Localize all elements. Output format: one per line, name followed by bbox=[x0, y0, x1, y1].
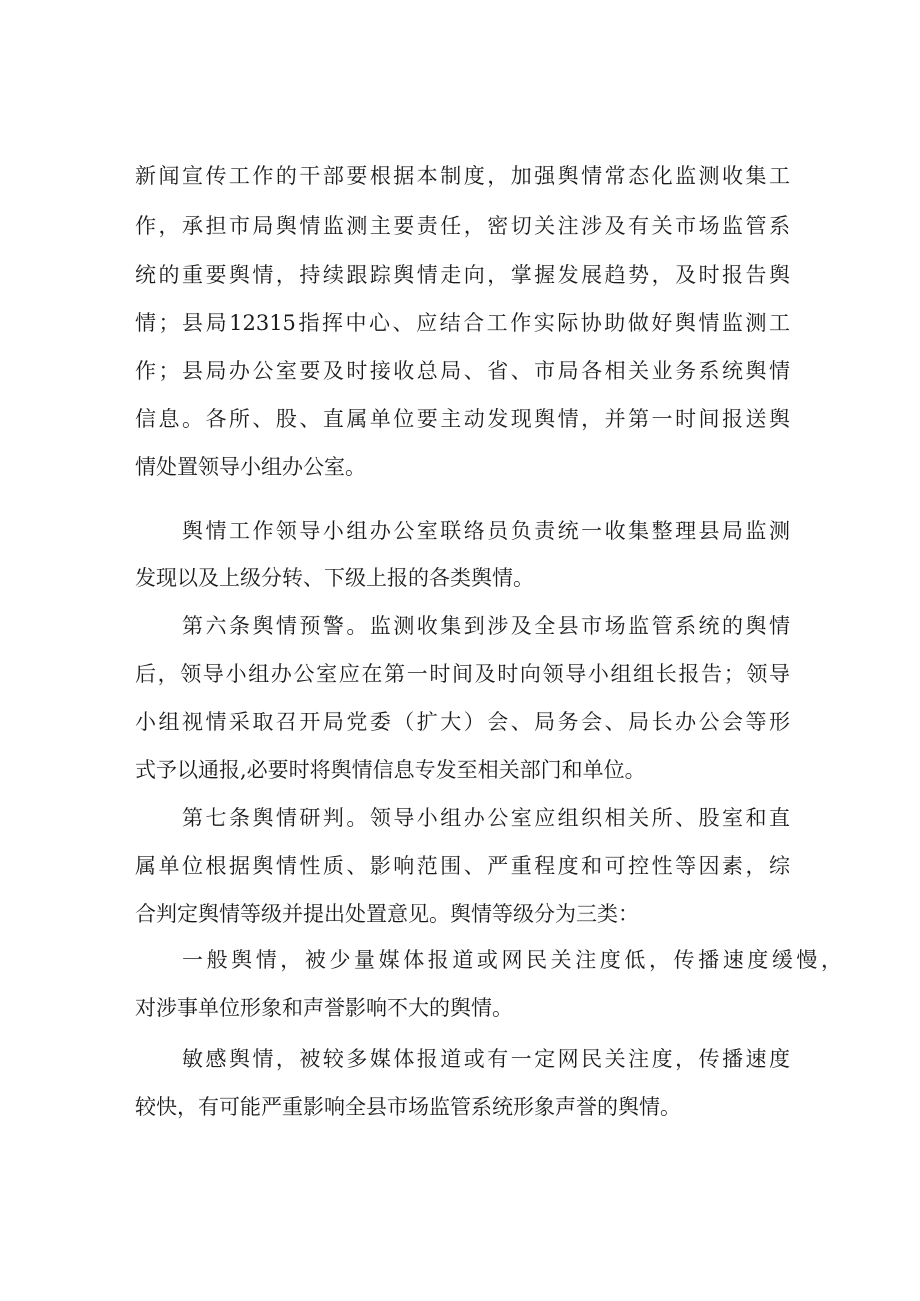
paragraph-4-line-2: 属单位根据舆情性质、影响范围、严重程度和可控性等因素，综 bbox=[135, 854, 790, 878]
paragraph-2-line-2: 发现以及上级分转、下级上报的各类舆情。 bbox=[135, 566, 534, 590]
paragraph-5-line-1: 一般舆情，被少量媒体报道或网民关注度低，传播速度缓慢， bbox=[182, 948, 842, 972]
paragraph-1-line-1: 新闻宣传工作的干部要根据本制度，加强舆情常态化监测收集工 bbox=[135, 164, 790, 188]
paragraph-1-line-4: 情；县局12315指挥中心、应结合工作实际协助做好舆情监测工 bbox=[135, 311, 790, 335]
paragraph-3-line-3: 小组视情采取召开局党委（扩大）会、局务会、局长办公会等形 bbox=[135, 710, 790, 734]
paragraph-1-line-5: 作；县局办公室要及时接收总局、省、市局各相关业务系统舆情 bbox=[135, 359, 790, 383]
paragraph-3-line-1: 第六条舆情预警。监测收集到涉及全县市场监管系统的舆情 bbox=[182, 614, 790, 638]
paragraph-4-line-1: 第七条舆情研判。领导小组办公室应组织相关所、股室和直 bbox=[182, 806, 790, 830]
paragraph-1-line-3: 统的重要舆情，持续跟踪舆情走向，掌握发展趋势，及时报告舆 bbox=[135, 263, 790, 287]
paragraph-4-line-3: 合判定舆情等级并提出处置意见。舆情等级分为三类： bbox=[135, 902, 639, 926]
paragraph-1-line-6: 信息。各所、股、直属单位要主动发现舆情，并第一时间报送舆 bbox=[135, 407, 790, 431]
paragraph-5-line-2: 对涉事单位形象和声誉影响不大的舆情。 bbox=[135, 996, 513, 1020]
paragraph-2-line-1: 舆情工作领导小组办公室联络员负责统一收集整理县局监测 bbox=[182, 519, 790, 543]
paragraph-3-line-2: 后，领导小组办公室应在第一时间及时向领导小组组长报告；领导 bbox=[135, 662, 790, 686]
paragraph-1-line-2: 作，承担市局舆情监测主要责任，密切关注涉及有关市场监管系 bbox=[135, 214, 790, 238]
paragraph-6-line-2: 较快，有可能严重影响全县市场监管系统形象声誉的舆情。 bbox=[135, 1095, 681, 1119]
paragraph-1-line-7: 情处置领导小组办公室。 bbox=[135, 455, 366, 479]
paragraph-6-line-1: 敏感舆情，被较多媒体报道或有一定网民关注度，传播速度 bbox=[182, 1047, 790, 1071]
paragraph-3-line-4: 式予以通报,必要时将舆情信息专发至相关部门和单位。 bbox=[135, 758, 646, 782]
